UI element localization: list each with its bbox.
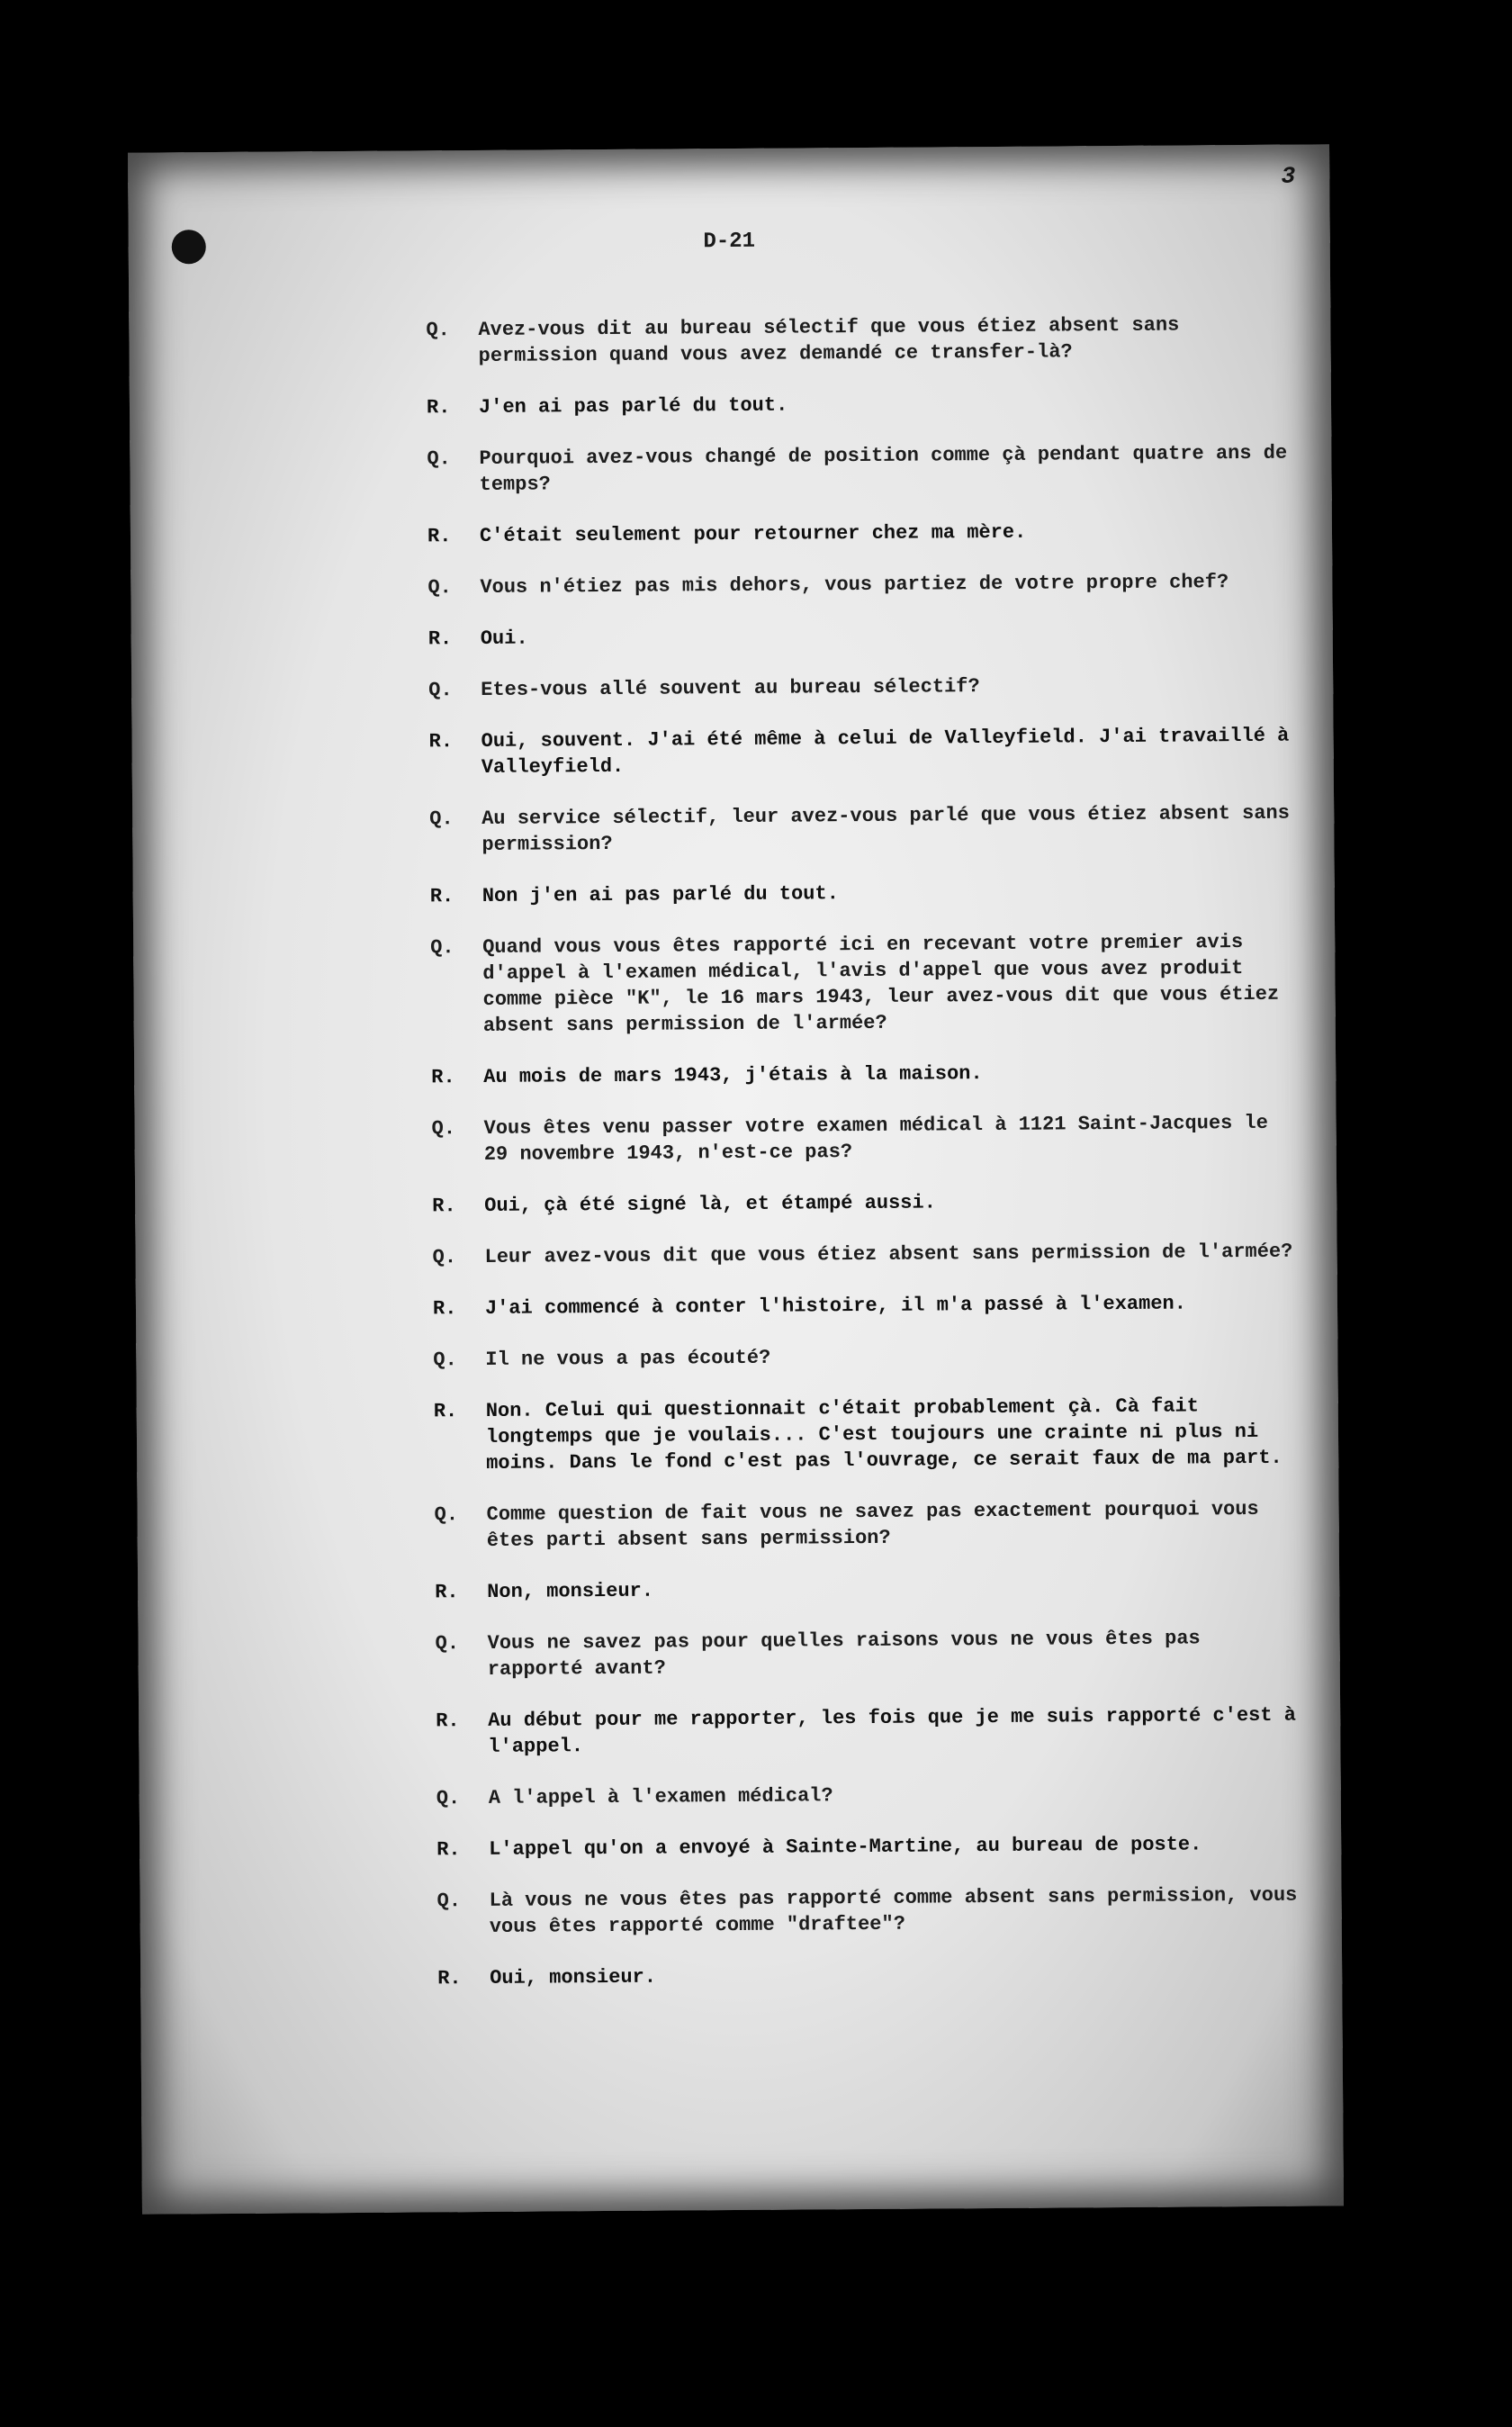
item-label: Q. (435, 1632, 460, 1656)
question-item (434, 1496, 1298, 1555)
item-label: Q. (432, 1246, 457, 1269)
item-label: Q. (436, 1890, 462, 1913)
item-label: R. (426, 396, 451, 420)
item-label: Q. (426, 319, 450, 342)
question-item (436, 1882, 1300, 1941)
answer-item (432, 1187, 1296, 1220)
item-text: Oui, souvent. J'ai été même à celui de Valleyfield. J'ai travaillé à Valleyfield. (481, 724, 1290, 779)
question-item (427, 440, 1291, 499)
item-label: R. (428, 627, 453, 651)
item-label: R. (435, 1581, 459, 1604)
answer-item (431, 1059, 1295, 1091)
question-item (429, 800, 1293, 859)
item-label: R. (436, 1838, 461, 1862)
item-text: Là vous ne vous êtes pas rapporté comme absent sans permission, vous vous êtes rapporté comme "draftee"? (489, 1883, 1298, 1938)
question-item (432, 1239, 1296, 1271)
item-label: Q. (429, 807, 454, 831)
item-text: Pourquoi avez-vous changé de position comme çà pendant quatre ans de temps? (479, 441, 1288, 496)
item-text: C'était seulement pour retourner chez ma mère. (479, 520, 1027, 547)
question-item (436, 1780, 1300, 1812)
answer-item (436, 1702, 1300, 1761)
question-item (428, 672, 1292, 704)
item-text: Leur avez-vous dit que vous étiez absent sans permission de l'armée? (484, 1240, 1293, 1268)
question-item (435, 1625, 1299, 1683)
item-text: Il ne vous a pas écouté? (485, 1346, 771, 1371)
item-label: Q. (430, 936, 454, 960)
item-label: R. (428, 730, 454, 753)
answer-item (434, 1393, 1299, 1477)
item-text: Au mois de mars 1943, j'étais à la maison. (483, 1062, 983, 1088)
item-text: Au début pour me rapporter, les fois que je me suis rapporté c'est à l'appel. (488, 1703, 1297, 1758)
document-page (128, 144, 1344, 2214)
item-label: Q. (431, 1117, 456, 1141)
item-label: Q. (428, 679, 453, 702)
answer-item (437, 1960, 1301, 1992)
page-number: D-21 (703, 229, 756, 255)
item-label: Q. (434, 1503, 459, 1527)
item-label: Q. (436, 1787, 461, 1810)
item-label: R. (432, 1195, 456, 1218)
item-label: R. (433, 1400, 458, 1423)
question-item (426, 311, 1290, 370)
item-text: Au service sélectif, leur avez-vous parlé que vous étiez absent sans permission? (482, 801, 1291, 856)
answer-item (428, 620, 1292, 653)
answer-item (428, 518, 1292, 550)
item-text: L'appel qu'on a envoyé à Sainte-Martine, au bureau de poste. (489, 1833, 1202, 1861)
item-text: Vous n'étiez pas mis dehors, vous partiez de votre propre chef? (480, 571, 1229, 599)
item-text: J'en ai pas parlé du tout. (478, 393, 788, 419)
question-item (433, 1341, 1297, 1374)
question-item (428, 569, 1292, 601)
item-text: Vous ne savez pas pour quelles raisons vous ne vous êtes pas rapporté avant? (487, 1627, 1201, 1681)
item-label: R. (427, 525, 452, 548)
item-label: Q. (433, 1349, 457, 1372)
item-text: A l'appel à l'examen médical? (488, 1784, 833, 1809)
answer-item (436, 1831, 1300, 1863)
question-item (430, 929, 1295, 1040)
item-text: Vous êtes venu passer votre examen médical à 1121 Saint-Jacques le 29 novembre 1943, n'est-ce pas? (483, 1111, 1269, 1166)
item-text: Non, monsieur. (487, 1579, 654, 1603)
item-text: Non j'en ai pas parlé du tout. (482, 882, 839, 907)
item-text: Oui, çà été signé là, et étampé aussi. (484, 1191, 936, 1217)
corner-mark: 3 (1281, 162, 1296, 190)
item-label: Q. (427, 447, 451, 471)
item-label: R. (429, 885, 454, 908)
item-text: Comme question de fait vous ne savez pas exactement pourquoi vous êtes parti absent sans permission? (486, 1497, 1259, 1552)
item-label: Q. (428, 576, 452, 600)
item-text: Quand vous vous êtes rapporté ici en recevant votre premier avis d'appel à l'examen médical, l'avis d'appel que vous avez produit comme pièce "K", le 16 mars 1943, leur avez-vous dit que vous étiez absent sans permission de l'armée? (482, 931, 1280, 1037)
answer-item (433, 1290, 1297, 1322)
item-text: Avez-vous dit au bureau sélectif que vous étiez absent sans permission quand vous avez demandé ce transfer-là? (478, 313, 1180, 367)
item-label: R. (437, 1967, 462, 1990)
answer-item (430, 878, 1294, 910)
item-text: Oui. (480, 627, 528, 650)
item-text: J'ai commencé à conter l'histoire, il m'a passé à l'examen. (484, 1292, 1187, 1320)
answer-item (427, 389, 1291, 421)
question-item (431, 1110, 1295, 1168)
item-label: R. (432, 1297, 457, 1321)
item-label: R. (431, 1066, 455, 1089)
item-text: Etes-vous allé souvent au bureau sélectif? (481, 675, 980, 701)
answer-item (428, 723, 1292, 781)
item-text: Non. Celui qui questionnait c'était probablement çà. Cà fait longtemps que je voulais... C'est toujours une crainte ni plus ni moins. Dans le fond c'est pas l'ouvrage, ce serait faux de ma part. (485, 1394, 1282, 1475)
answer-item (435, 1574, 1299, 1606)
item-label: R. (436, 1710, 460, 1733)
item-text: Oui, monsieur. (490, 1965, 657, 1989)
transcript-body (426, 311, 1301, 2017)
